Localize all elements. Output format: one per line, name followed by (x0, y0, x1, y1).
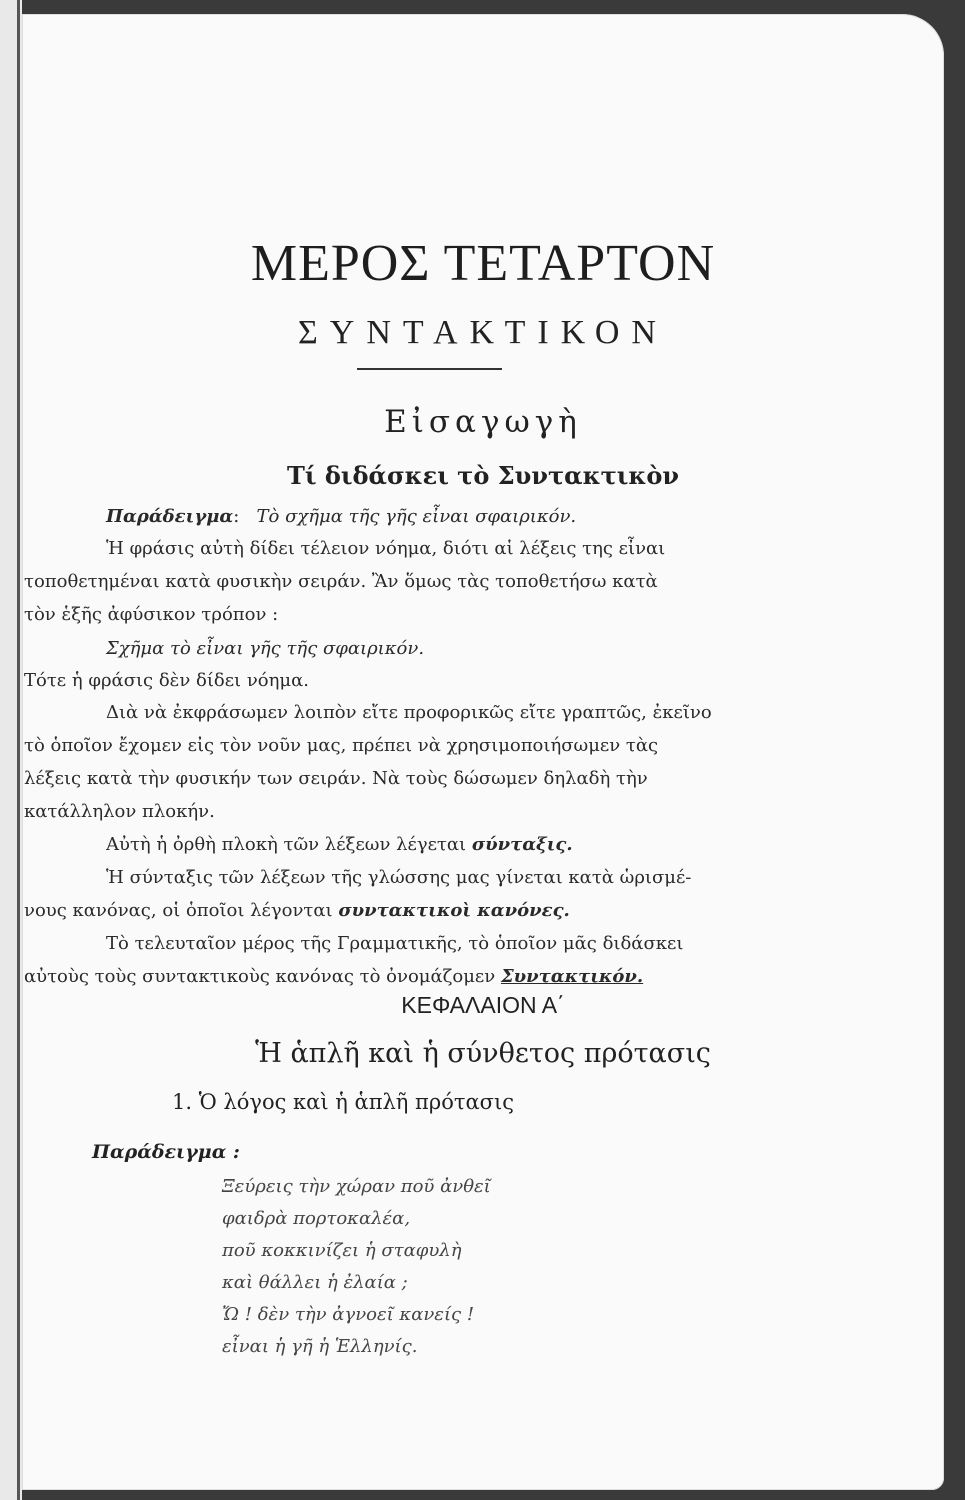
chapter-title: Ἡ ἁπλῆ καὶ ἡ σύνθετος πρότασις (255, 1038, 711, 1069)
paragraph-line: Τὸ τελευταῖον μέρος τῆς Γραμματικῆς, τὸ ὁποῖον μᾶς διδάσκει (106, 933, 684, 954)
example-line (106, 506, 576, 527)
paragraph-line (24, 966, 643, 987)
rules-text: νους κανόνας, οἱ ὁποῖοι λέγονται (24, 900, 333, 921)
section-heading (172, 1090, 514, 1114)
wrong-order-example: Σχῆμα τὸ εἶναι γῆς τῆς σφαιρικόν. (106, 638, 425, 659)
syntax-definition: Αὐτὴ ἡ ὀρθὴ πλοκὴ τῶν λέξεων λέγεται (106, 834, 467, 855)
paragraph-line: Διὰ νὰ ἐκφράσωμεν λοιπὸν εἴτε προφορικῶς εἴτε γραπτῶς, ἐκεῖνο (106, 702, 712, 723)
section-number: 1. (172, 1090, 193, 1114)
paragraph-line: Ἡ φράσις αὐτὴ δίδει τέλειον νόημα, διότι αἱ λέξεις της εἶναι (106, 538, 666, 559)
paragraph-line (106, 834, 573, 855)
paragraph-line: τὸν ἑξῆς ἀφύσικον τρόπον : (24, 604, 279, 625)
paragraph-line: Τότε ἡ φράσις δὲν δίδει νόημα. (24, 670, 309, 691)
term-syntaktikon: Συντακτικόν. (500, 966, 644, 987)
section-title: ΣΥΝΤΑΚΤΙΚΟΝ (298, 314, 668, 351)
subheading: Τί διδάσκει τὸ Συντακτικὸν (287, 461, 679, 490)
poem-line: φαιδρὰ πορτοκαλέα, (222, 1208, 411, 1229)
poem-line: ποῦ κοκκινίζει ἡ σταφυλὴ (222, 1240, 462, 1261)
example-label-2: Παράδειγμα : (92, 1141, 240, 1163)
chapter-heading: ΚΕΦΑΛΑΙΟΝ Α΄ (401, 992, 565, 1018)
title-divider (357, 368, 502, 370)
paragraph-line: λέξεις κατὰ τὴν φυσικήν των σειράν. Νὰ τοὺς δώσωμεν δηλαδὴ τὴν (24, 768, 648, 789)
part-title: ΜΕΡΟΣ ΤΕΤΑΡΤΟΝ (250, 235, 716, 292)
spine-shadow (17, 0, 20, 1500)
paragraph-line: τοποθετημέναι κατὰ φυσικὴν σειράν. Ἂν ὅμως τὰς τοποθετήσω κατὰ (24, 571, 658, 592)
book-page (22, 14, 944, 1490)
poem-line: Ξεύρεις τὴν χώραν ποῦ ἀνθεῖ (222, 1176, 491, 1197)
paragraph-line: Ἡ σύνταξις τῶν λέξεων τῆς γλώσσης μας γίνεται κατὰ ὡρισμέ- (106, 867, 692, 888)
poem-line: Ὤ ! δὲν τὴν ἀγνοεῖ κανείς ! (222, 1304, 475, 1325)
poem-line: εἶναι ἡ γῆ ἡ Ἑλληνίς. (222, 1336, 418, 1357)
poem-line: καὶ θάλλει ἡ ἐλαία ; (222, 1272, 408, 1293)
section-heading-text: Ὁ λόγος καὶ ἡ ἁπλῆ πρότασις (198, 1090, 514, 1114)
example-label: Παράδειγμα (106, 506, 234, 527)
term-syntax: σύνταξις. (471, 834, 573, 855)
term-rules: συντακτικοὶ κανόνες. (338, 900, 570, 921)
paragraph-line: τὸ ὁποῖον ἔχομεν εἰς τὸν νοῦν μας, πρέπει νὰ χρησιμοποιήσωμεν τὰς (24, 735, 659, 756)
introduction-heading: Εἰσαγωγὴ (384, 404, 582, 440)
example-sentence: Τὸ σχῆμα τῆς γῆς εἶναι σφαιρικόν. (256, 506, 577, 527)
binding-edge (0, 0, 22, 1500)
paragraph-line (24, 900, 570, 921)
syntax-naming-text: αὐτοὺς τοὺς συντακτικοὺς κανόνας τὸ ὀνομάζομεν (24, 966, 496, 987)
example-colon: : (233, 506, 240, 527)
paragraph-line: κατάλληλον πλοκήν. (24, 801, 215, 822)
